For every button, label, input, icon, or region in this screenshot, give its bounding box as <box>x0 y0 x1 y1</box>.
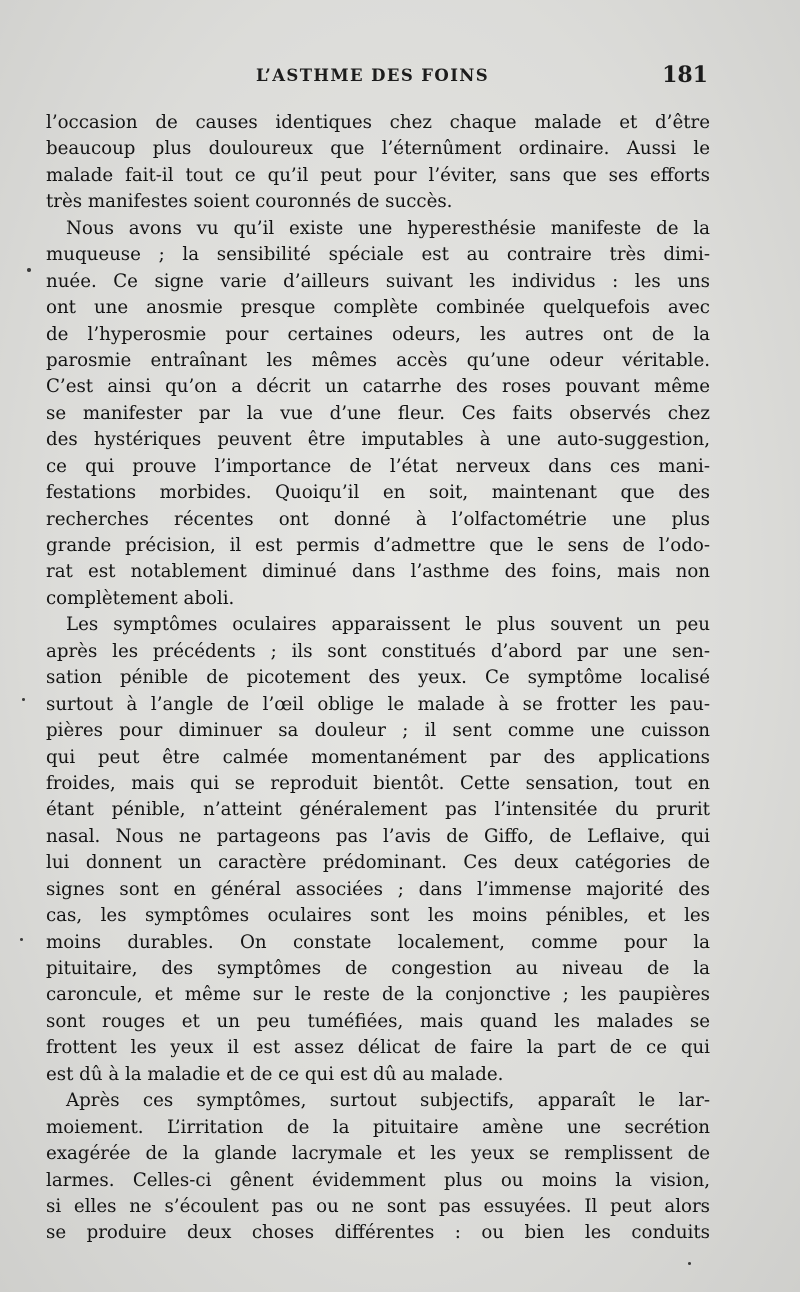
text-line: nuée. Ce signe varie d’ailleurs suivant les individus : les uns <box>46 270 710 292</box>
text-line: grande précision, il est permis d’admettre que le sens de l’odo- <box>46 535 710 556</box>
speck <box>22 698 25 701</box>
text-line: nasal. Nous ne partageons pas l’avis de Giffo, de Leflaive, qui <box>46 825 710 847</box>
text-line: ce qui prouve l’importance de l’état nerveux dans ces mani- <box>46 455 710 477</box>
text-line: Nous avons vu qu’il existe une hyperesthésie manifeste de la <box>66 217 710 239</box>
text-line: pituitaire, des symptômes de congestion au niveau de la <box>46 958 710 979</box>
text-line: parosmie entraînant les mêmes accès qu’une odeur véritable. <box>46 349 710 371</box>
text-line: beaucoup plus douloureux que l’éternûment ordinaire. Aussi le <box>46 138 710 160</box>
text-line: recherches récentes ont donné à l’olfactométrie une plus <box>46 508 710 530</box>
text-line: est dû à la maladie et de ce qui est dû au malade. <box>46 1063 504 1085</box>
text-line: surtout à l’angle de l’œil oblige le malade à se frotter les pau- <box>46 693 710 715</box>
text-line: complètement aboli. <box>46 587 235 609</box>
text-line: moiement. L’irritation de la pituitaire amène une secrétion <box>46 1116 710 1138</box>
text-line: larmes. Celles-ci gênent évidemment plus ou moins la vision, <box>46 1169 710 1191</box>
text-line: moins durables. On constate localement, comme pour la <box>46 931 710 953</box>
text-line: après les précédents ; ils sont constitués d’abord par une sen- <box>46 640 710 662</box>
text-line: l’occasion de causes identiques chez chaque malade et d’être <box>46 112 710 133</box>
text-line: froides, mais qui se reproduit bientôt. Cette sensation, tout en <box>46 772 710 794</box>
text-line: si elles ne s’écoulent pas ou ne sont pas essuyées. Il peut alors <box>46 1195 710 1217</box>
speck <box>688 1262 691 1265</box>
speck <box>20 938 23 941</box>
text-line: lui donnent un caractère prédominant. Ces deux catégories de <box>46 852 710 874</box>
text-line: sation pénible de picotement des yeux. Ce symptôme localisé <box>46 667 710 689</box>
text-line: C’est ainsi qu’on a décrit un catarrhe des roses pouvant même <box>46 376 710 398</box>
text-line: rat est notablement diminué dans l’asthme des foins, mais non <box>46 561 710 583</box>
text-line: se manifester par la vue d’une fleur. Ces faits observés chez <box>46 402 710 424</box>
text-line: Les symptômes oculaires apparaissent le plus souvent un peu <box>66 614 710 636</box>
text-line: caroncule, et même sur le reste de la conjonctive ; les paupières <box>46 984 710 1006</box>
text-line: se produire deux choses différentes : ou bien les conduits <box>46 1222 710 1244</box>
text-line: frottent les yeux il est assez délicat de faire la part de ce qui <box>46 1037 710 1059</box>
speck <box>27 268 31 272</box>
text-line: cas, les symptômes oculaires sont les moins pénibles, et les <box>46 905 710 927</box>
text-line: pières pour diminuer sa douleur ; il sent comme une cuisson <box>46 720 710 742</box>
text-line: malade fait-il tout ce qu’il peut pour l’éviter, sans que ses efforts <box>46 164 710 186</box>
text-line: exagérée de la glande lacrymale et les yeux se remplissent de <box>46 1143 710 1165</box>
text-line: ont une anosmie presque complète combinée quelquefois avec <box>46 297 710 319</box>
text-line: étant pénible, n’atteint généralement pas l’intensitée du prurit <box>46 799 710 821</box>
text-line: des hystériques peuvent être imputables à une auto-suggestion, <box>46 429 710 451</box>
text-line: très manifestes soient couronnés de succès. <box>46 191 453 213</box>
page-number: 181 <box>662 62 708 88</box>
text-line: festations morbides. Quoiqu’il en soit, maintenant que des <box>46 482 710 504</box>
text-line: Après ces symptômes, surtout subjectifs, apparaît le lar- <box>66 1090 710 1112</box>
running-head <box>256 62 716 90</box>
text-line: sont rouges et un peu tuméfiées, mais quand les malades se <box>46 1010 710 1032</box>
body-text <box>46 110 710 1247</box>
text-line: signes sont en général associées ; dans l’immense majorité des <box>46 878 710 900</box>
running-title: L’ASTHME DES FOINS <box>256 66 490 85</box>
text-line: qui peut être calmée momentanément par des applications <box>46 746 710 768</box>
text-line: muqueuse ; la sensibilité spéciale est au contraire très dimi- <box>46 244 710 266</box>
text-line: de l’hyperosmie pour certaines odeurs, les autres ont de la <box>46 323 710 345</box>
